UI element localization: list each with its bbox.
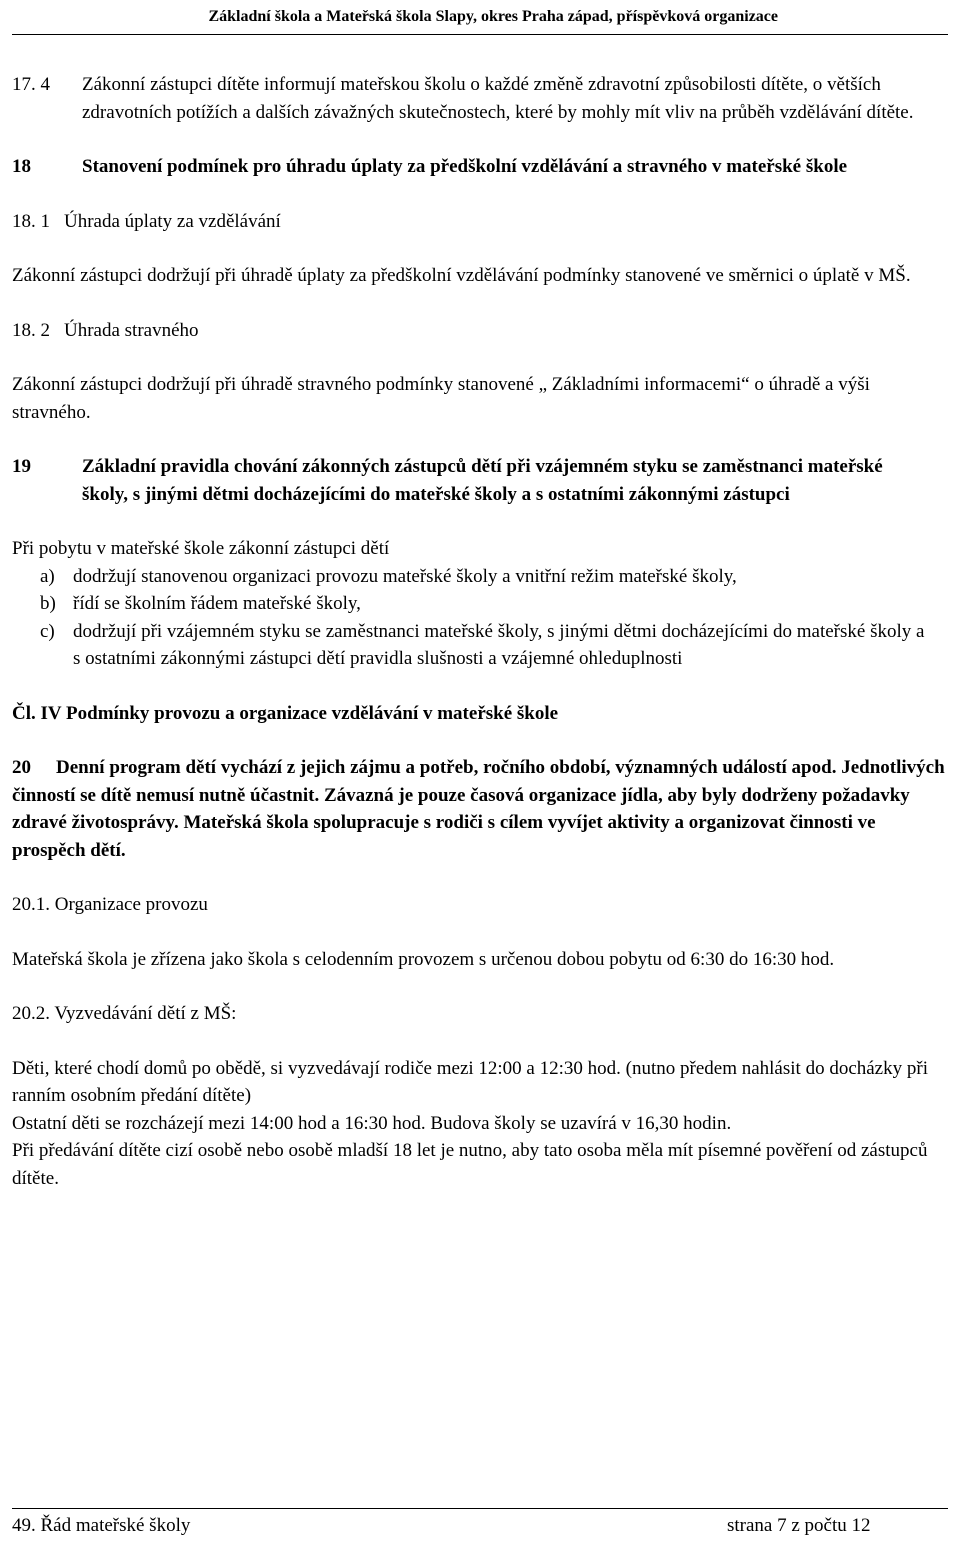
section-title: Úhrada stravného	[64, 319, 199, 341]
section-20-1-text: Mateřská škola je zřízena jako škola s celodenním provozem s určenou dobou pobytu od 6:30 do 16:30 hod.	[12, 948, 835, 970]
list-label: c)	[40, 620, 55, 642]
section-18-1-heading	[12, 208, 946, 236]
section-title: Úhrada úplaty za vzdělávání	[64, 210, 281, 232]
section-number: 17. 4	[12, 74, 50, 95]
header-text: Základní škola a Mateřská škola Slapy, okres Praha západ, příspěvková organizace	[208, 8, 778, 25]
page-header	[12, 0, 948, 35]
list-item	[12, 590, 946, 618]
section-title: Základní pravidla chování zákonných zástupců dětí při vzájemném styku se zaměstnanci mateřské školy, s jinými dětmi docházejícími do mateřské školy a s ostatními zákonnými zástupci	[82, 456, 883, 505]
section-18-2-text: Zákonní zástupci dodržují při úhradě stravného podmínky stanovené „ Základními informacemi“ o úhradě a výši stravného.	[12, 374, 870, 423]
list-item	[12, 618, 946, 673]
section-20-2-title: 20.2. Vyzvedávání dětí z MŠ:	[12, 1003, 237, 1024]
section-text: Zákonní zástupci dítěte informují mateřskou školu o každé změně zdravotní způsobilosti dítěte, o větších zdravotních potížích a dalších závažných skutečnostech, které by mohly mít vliv na průběh vzdělávání dítěte.	[82, 74, 914, 123]
page-footer	[12, 1508, 948, 1539]
list-label: a)	[40, 565, 55, 587]
section-title: Stanovení podmínek pro úhradu úplaty za předškolní vzdělávání a stravného v mateřské škole	[82, 156, 848, 177]
list-text: dodržují stanovenou organizaci provozu mateřské školy a vnitřní režim mateřské školy,	[73, 565, 737, 587]
section-18-2-heading	[12, 317, 946, 345]
footer-page-number: strana 7 z počtu 12	[727, 1515, 871, 1536]
chapter-4-title: Čl. IV Podmínky provozu a organizace vzdělávání v mateřské škole	[12, 702, 559, 724]
list-text: dodržují při vzájemném styku se zaměstnanci mateřské školy, s jinými dětmi docházejícími do mateřské školy a s ostatními zákonnými zástupci dětí pravidla slušnosti a vzájemné ohleduplnosti	[73, 620, 925, 669]
list-text: řídí se školním řádem mateřské školy,	[73, 593, 361, 614]
section-20-2-line: Ostatní děti se rozcházejí mezi 14:00 hod a 16:30 hod. Budova školy se uzavírá v 16,30 hodin.	[12, 1112, 732, 1134]
section-number: 19	[12, 456, 31, 477]
section-20	[12, 754, 946, 864]
section-20-2-line: Při předávání dítěte cizí osobě nebo osobě mladší 18 let je nutno, aby tato osoba měla mít písemné pověření od zástupců dítěte.	[12, 1140, 928, 1189]
section-18-1-text: Zákonní zástupci dodržují při úhradě úplaty za předškolní vzdělávání podmínky stanovené ve směrnici o úplatě v MŠ.	[12, 265, 911, 286]
section-number: 18. 1	[12, 210, 50, 232]
section-19-heading	[12, 453, 946, 508]
section-text: Denní program dětí vychází z jejich zájmu a potřeb, ročního období, významných událostí apod. Jednotlivých činností se dítě nemusí nutně účastnit. Závazná je pouze časová organizace jídla, aby byly dodrženy požadavky zdravé životosprávy. Mateřská škola spolupracuje s rodiči s cílem vyvíjet aktivity a organizovat činnosti ve prospěch dětí.	[12, 757, 945, 861]
section-17-4	[12, 71, 946, 126]
document-body	[12, 71, 946, 1192]
section-20-2-line: Děti, které chodí domů po obědě, si vyzvedávají rodiče mezi 12:00 a 12:30 hod. (nutno předem nahlásit do docházky při ranním osobním předání dítěte)	[12, 1057, 928, 1106]
section-number: 18. 2	[12, 319, 50, 341]
section-20-1-title: 20.1. Organizace provozu	[12, 894, 208, 915]
section-number: 18	[12, 156, 31, 177]
section-number: 20	[12, 757, 31, 778]
footer-document-title: 49. Řád mateřské školy	[12, 1515, 191, 1536]
section-18-heading	[12, 153, 946, 181]
list-label: b)	[40, 593, 56, 614]
section-19-intro: Při pobytu v mateřské škole zákonní zástupci dětí	[12, 538, 390, 559]
list-item	[12, 563, 946, 591]
